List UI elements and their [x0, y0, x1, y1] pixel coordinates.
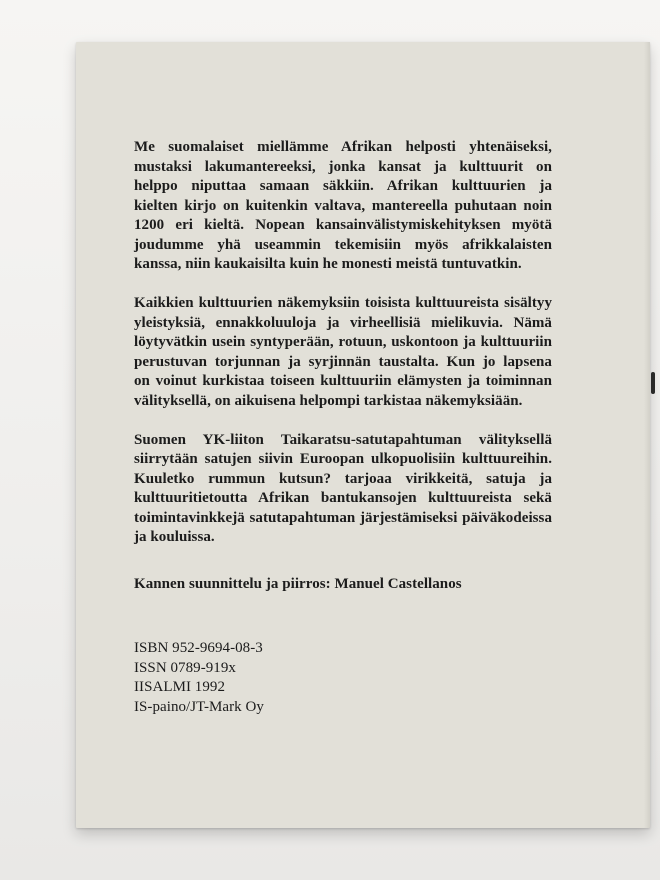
text-line: välityksellä, on aikuisena helpompi tarkistaa näkemyksiään. — [134, 392, 523, 409]
imprint-block — [134, 639, 552, 717]
text-line: kulttuuritietoutta Afrikan bantukansojen kulttuureista sekä — [134, 490, 552, 506]
text-line: yleistyksiä, ennakkoluuloja ja virheellisiä mielikuvia. Nämä — [134, 314, 552, 331]
text-line: Me suomalaiset miellämme Afrikan helposti yhtenäiseksi, — [134, 139, 552, 155]
back-cover-text — [134, 138, 552, 717]
staple-mark — [651, 372, 655, 394]
text-line: helppo niputtaa samaan säkkiin. Afrikan kulttuurien ja — [134, 178, 552, 194]
text-line: 1200 eri kieltä. Nopean kansainvälistymiskehityksen myötä — [134, 217, 552, 233]
text-line: toimintavinkkejä satutapahtuman järjestämiseksi päiväkodeissa — [134, 509, 552, 526]
text-line: kielten kirjo on kuitenkin valtava, mantereella puhutaan noin — [134, 197, 552, 214]
text-line: siirrytään satujen siivin Euroopan ulkopuolisiin kulttuureihin. — [134, 451, 552, 467]
text-line: Kaikkien kulttuurien näkemyksiin toisista kulttuureista sisältyy — [134, 295, 552, 311]
text-line: mustaksi lakumantereeksi, jonka kansat ja kulttuurit on — [134, 158, 552, 175]
text-line: kanssa, niin kaukaisilta kuin he monesti meistä tuntuvatkin. — [134, 256, 522, 272]
paragraph-prejudice — [134, 294, 552, 411]
place-year-line: IISALMI 1992 — [134, 679, 226, 695]
isbn-line: ISBN 952-9694-08-3 — [134, 640, 263, 656]
paragraph-intro — [134, 138, 552, 275]
cover-credit: Kannen suunnittelu ja piirros: Manuel Castellanos — [134, 575, 462, 592]
text-line: perustuvan torjunnan ja syrjinnän taustalta. Kun jo lapsena — [134, 353, 552, 370]
text-line: Suomen YK-liiton Taikaratsu-satutapahtuman välityksellä — [134, 431, 552, 448]
paragraph-event — [134, 431, 552, 548]
printer-line: IS-paino/JT-Mark Oy — [134, 698, 264, 715]
text-line: joudumme yhä useammin tekemisiin myös afrikkalaisten — [134, 236, 552, 253]
text-line: löytyvätkin usein syntyperään, rotuun, uskontoon ja kulttuuriin — [134, 334, 552, 350]
issn-line: ISSN 0789-919x — [134, 659, 236, 676]
text-line: Kuuletko rummun kutsun? tarjoaa virikkeitä, satuja ja — [134, 470, 552, 487]
text-line: ja kouluissa. — [134, 529, 215, 545]
text-line: on voinut kurkistaa toiseen kulttuuriin elämysten ja toiminnan — [134, 373, 552, 389]
